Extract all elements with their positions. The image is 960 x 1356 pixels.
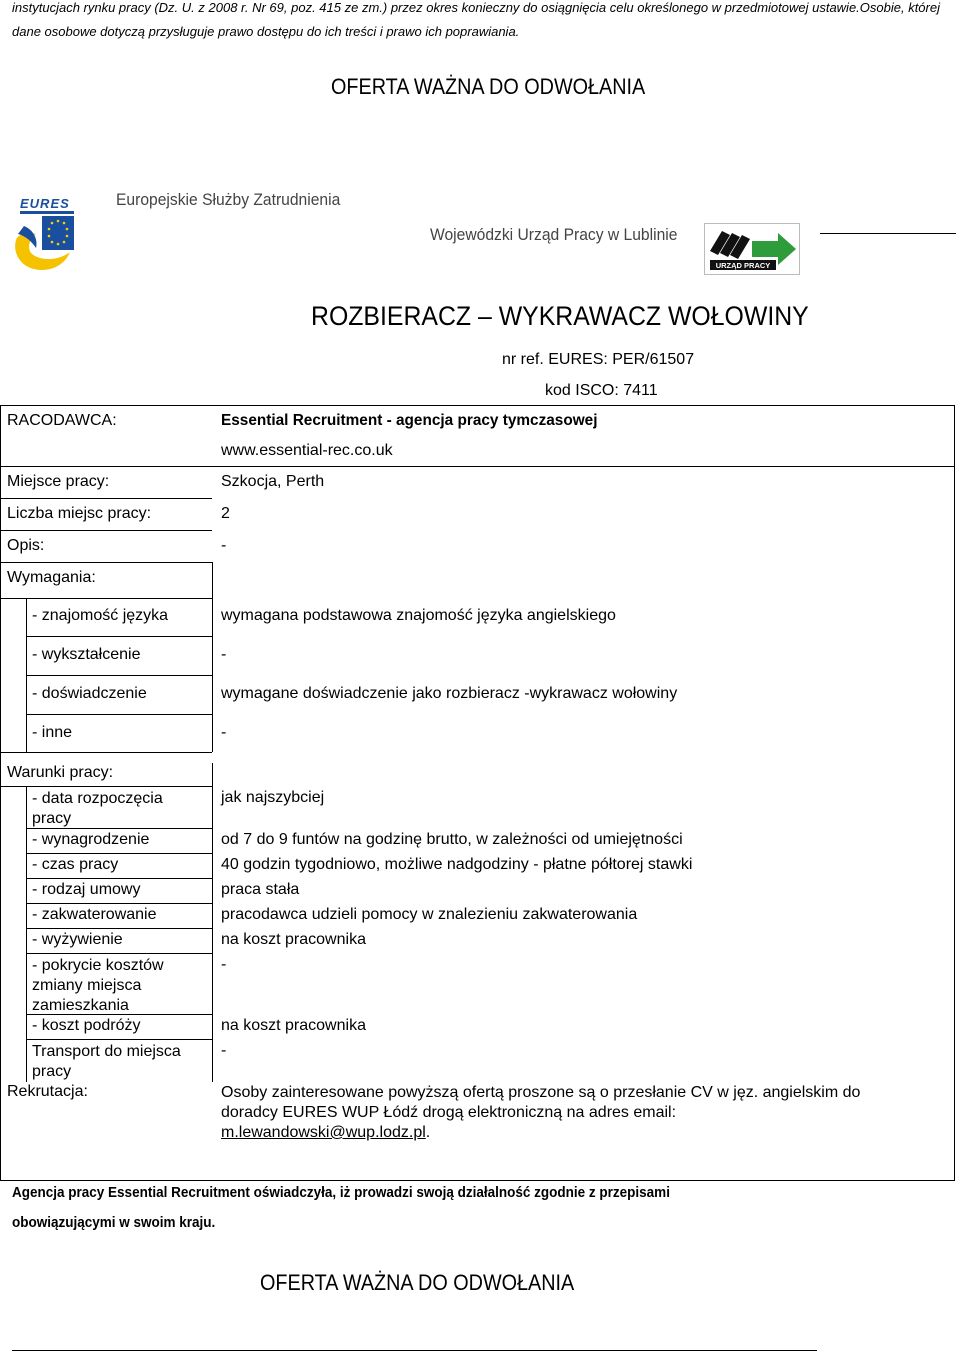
offer-valid-heading: OFERTA WAŻNA DO ODWOŁANIA xyxy=(331,74,646,99)
indent-divider xyxy=(26,786,27,1082)
declaration-line-2: obowiązującymi w swoim kraju. xyxy=(12,1214,216,1231)
row-divider xyxy=(26,928,212,929)
cond-contract-value: praca stała xyxy=(221,881,300,898)
row-divider xyxy=(26,1039,212,1040)
recruitment-instructions: Osoby zainteresowane powyższą ofertą proszone są o przesłanie CV w jęz. angielskim do doradcy EURES WUP Łódź drogą elektroniczną na adres email: xyxy=(221,1084,861,1121)
agency-declaration xyxy=(12,1178,752,1238)
employer-website: www.essential-rec.co.uk xyxy=(221,442,393,459)
row-divider xyxy=(26,953,212,954)
cond-accommodation-label: - zakwaterowanie xyxy=(32,906,157,923)
cond-meals-label: - wyżywienie xyxy=(32,931,123,948)
requirements-label: Wymagania: xyxy=(7,569,96,586)
wup-logo-text: URZĄD PRACY xyxy=(715,261,771,270)
req-experience-label: - doświadczenie xyxy=(32,685,147,702)
isco-code: kod ISCO: 7411 xyxy=(545,382,658,399)
req-other-label: - inne xyxy=(32,724,73,741)
eures-logo xyxy=(12,196,76,274)
wup-logo xyxy=(704,223,800,275)
req-education-value: - xyxy=(221,646,227,663)
cond-contract-label: - rodzaj umowy xyxy=(32,881,141,898)
cond-transport-label: Transport do miejsca pracy xyxy=(32,1043,181,1080)
row-divider xyxy=(0,530,212,531)
cond-start-label: - data rozpoczęcia pracy xyxy=(32,790,163,827)
row-divider xyxy=(0,786,212,787)
req-other-value: - xyxy=(221,724,227,741)
cond-accommodation-value: pracodawca udzieli pomocy w znalezieniu zakwaterowania xyxy=(221,906,638,923)
row-divider xyxy=(0,466,212,467)
row-divider xyxy=(26,853,212,854)
row-divider xyxy=(0,752,212,753)
row-divider xyxy=(26,1014,212,1015)
wup-name: Wojewódzki Urząd Pracy w Lublinie xyxy=(430,225,678,244)
header-rule xyxy=(820,233,956,234)
offer-valid-footer: OFERTA WAŻNA DO ODWOŁANIA xyxy=(260,1270,575,1295)
cond-transport-value: - xyxy=(221,1042,227,1059)
place-label: Miejsce pracy: xyxy=(7,473,110,490)
vacancies-value: 2 xyxy=(221,505,230,522)
cond-travel-value: na koszt pracownika xyxy=(221,1017,366,1034)
req-language-value: wymagana podstawowa znajomość języka angielskiego xyxy=(221,607,616,624)
row-divider xyxy=(26,675,212,676)
cond-hours-label: - czas pracy xyxy=(32,856,119,873)
cond-relocation-value: - xyxy=(221,956,227,973)
cond-travel-label: - koszt podróży xyxy=(32,1017,141,1034)
description-label: Opis: xyxy=(7,537,45,554)
req-experience-value: wymagane doświadczenie jako rozbieracz -wykrawacz wołowiny xyxy=(221,685,678,702)
description-value: - xyxy=(221,537,227,554)
row-divider xyxy=(0,562,212,563)
eures-logo-text: EURES xyxy=(20,196,70,211)
recruitment-suffix: . xyxy=(425,1124,431,1141)
cond-relocation-label: - pokrycie kosztów zmiany miejsca zamieszkania xyxy=(32,957,164,1014)
row-divider xyxy=(26,903,212,904)
cond-salary-value: od 7 do 9 funtów na godzinę brutto, w zależności od umiejętności xyxy=(221,831,683,848)
conditions-label: Warunki pracy: xyxy=(7,764,114,781)
row-divider xyxy=(26,878,212,879)
eures-ref-number: nr ref. EURES: PER/61507 xyxy=(502,351,695,368)
req-language-label: - znajomość języka xyxy=(32,607,169,624)
req-education-label: - wykształcenie xyxy=(32,646,141,663)
row-divider xyxy=(212,466,955,467)
cond-start-value: jak najszybciej xyxy=(221,789,325,806)
row-divider xyxy=(0,598,212,599)
place-value: Szkocja, Perth xyxy=(221,473,325,490)
declaration-line-1: Agencja pracy Essential Recruitment oświadczyła, iż prowadzi swoją działalność zgodnie z przepisami xyxy=(12,1184,670,1201)
vacancies-label: Liczba miejsc pracy: xyxy=(7,505,152,522)
recruitment-text xyxy=(221,1083,921,1143)
cond-meals-value: na koszt pracownika xyxy=(221,931,366,948)
row-divider xyxy=(26,636,212,637)
row-divider xyxy=(26,828,212,829)
job-title: ROZBIERACZ – WYKRAWACZ WOŁOWINY xyxy=(311,301,809,331)
column-divider xyxy=(212,598,213,752)
cond-salary-label: - wynagrodzenie xyxy=(32,831,150,848)
column-divider xyxy=(212,562,213,598)
row-divider xyxy=(0,498,212,499)
footer-rule xyxy=(12,1350,817,1351)
cond-hours-value: 40 godzin tygodniowo, możliwe nadgodziny - płatne półtorej stawki xyxy=(221,856,693,873)
employer-name: Essential Recruitment - agencja pracy tymczasowej xyxy=(221,412,598,429)
eures-name: Europejskie Służby Zatrudnienia xyxy=(116,190,341,209)
recruitment-label: Rekrutacja: xyxy=(7,1083,88,1100)
intro-paragraph: instytucjach rynku pracy (Dz. U. z 2008 r. Nr 69, poz. 415 ze zm.) przez okres konieczny do osiągnięcia celu określonego w przedmiotowej ustawie.Osobie, której dane osobowe dotyczą przysługuje prawo dostępu do ich treści i prawo ich poprawiania. xyxy=(12,0,940,39)
column-divider xyxy=(212,763,213,786)
column-divider xyxy=(212,786,213,1082)
row-divider xyxy=(26,714,212,715)
recruiter-email-link[interactable]: m.lewandowski@wup.lodz.pl xyxy=(221,1124,426,1141)
employer-label: RACODAWCA: xyxy=(7,412,117,429)
